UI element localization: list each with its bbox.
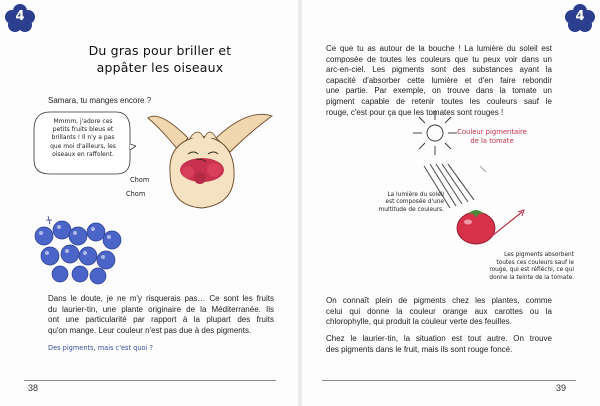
right-paragraph-2: On connaît plein de pigments chez les plantes, comme celui qui donne la couleur orange aux carottes ou la chlorophylle, qui produit la couleur verte des feuilles. [326, 296, 552, 327]
left-paragraph: Dans le doute, je ne m'y risquerais pas… Ce sont les fruits du laurier-tin, une plante originaire de la Méditerranée. Ils ont une particularité par rapport à la plupart des fruits qu'on mange. Leur couleur n'est pas due à des pigments. [48, 294, 274, 335]
chapter-number-right: 4 [575, 9, 585, 24]
reflected-red-light [490, 206, 530, 246]
title-line-2: appâter les oiseaux [96, 60, 224, 75]
title-line-1: Du gras pour briller et [88, 43, 232, 58]
chomp-sound-1: Chom [130, 176, 150, 184]
footer-rule-right [322, 380, 576, 381]
page-number-left: 38 [28, 383, 39, 393]
right-paragraph-3: Chez le laurier-tin, la situation est tout autre. On trouve des pigments dans le fruit, mais ils sont rouge foncé. [326, 334, 552, 354]
right-paragraph-1: Ce que tu as autour de la bouche ! La lumière du soleil est composée de toutes les couleurs que tu peux voir dans un arc-en-ciel. Les pigments sont des substances ayant la capacité d'absorber cette lumière et d'en faire rebondir une partie. Par exemple, on trouve dans la tomate un pigment capable de retenir toutes les couleurs sauf le rouge, c'est pour ça que les tomates sont rouges ! [326, 44, 552, 117]
squirrel-character-illustration [140, 108, 280, 216]
pigment-absorption-label: Les pigments absorbent toutes ces couleurs sauf le rouge, qui est réfléchi, ce qui donne la teinte de la tomate. [489, 252, 574, 281]
page-title [60, 42, 260, 76]
intro-question: Samara, tu manges encore ? [48, 96, 152, 105]
pigments-question: Des pigments, mais c'est quoi ? [48, 344, 154, 352]
chapter-badge-left [3, 3, 37, 33]
laurustinus-berries-illustration [28, 210, 128, 286]
right-page [300, 0, 600, 406]
page-number-right: 39 [556, 383, 567, 393]
chomp-sound-2: Chom [126, 190, 146, 198]
diagram-title: Couleur pigmentaire de la tomate [457, 128, 527, 145]
chapter-badge-right [563, 3, 597, 33]
speech-bubble-text: Mmmm, j'adore ces petits fruits bleus et brillants ! Il n'y a pas que moi d'ailleurs, les oiseaux en raffolent. [50, 118, 116, 158]
chapter-number-left: 4 [15, 9, 25, 24]
footer-rule-left [24, 380, 276, 381]
sunlight-label: La lumière du soleil est composée d'une multitude de couleurs. [378, 192, 444, 213]
